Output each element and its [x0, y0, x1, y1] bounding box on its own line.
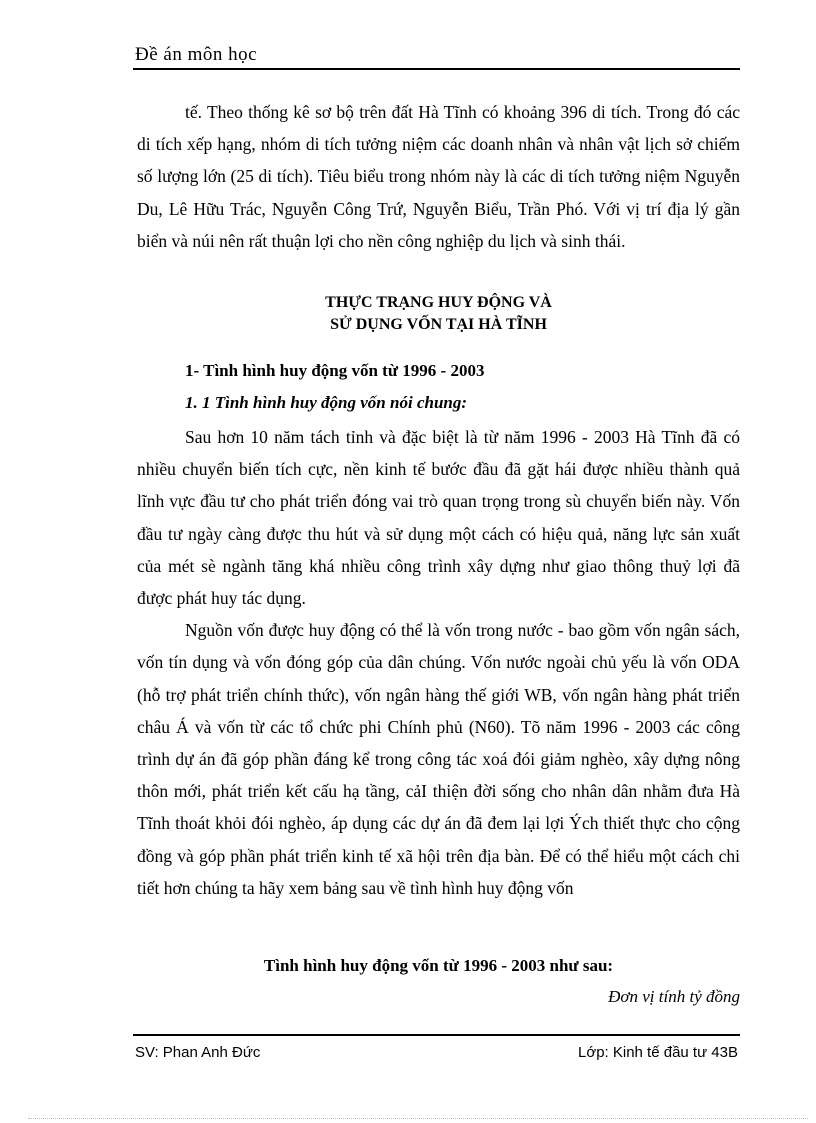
- paragraph-1: Sau hơn 10 năm tách tỉnh và đặc biệt là từ năm 1996 - 2003 Hà Tĩnh đã có nhiều chuyển biến tích cực, nền kinh tế bước đầu đã gặt hái được nhiều thành quả lĩnh vực đầu tư cho phát triển đóng vai trò quan trọng trong sù chuyển biến này. Vốn đầu tư ngày càng được thu hút và sử dụng một cách có hiệu quả, năng lực sản xuất của mét sè ngành tăng khá nhiều công trình xây dựng như giao thông thuỷ lợi đã được phát huy tác dụng.: [137, 427, 740, 609]
- footer-student: SV: Phan Anh Đức: [135, 1044, 261, 1061]
- section-title: [137, 292, 740, 336]
- heading-level1: 1- Tình hình huy động vốn từ 1996 - 2003: [185, 361, 485, 380]
- paragraph-2: Nguồn vốn được huy động có thể là vốn trong nước - bao gồm vốn ngân sách, vốn tín dụng và vốn đóng góp của dân chúng. Vốn nước ngoài chủ yếu là vốn ODA (hỗ trợ phát triển chính thức), vốn ngân hàng thế giới WB, vốn ngân hàng phát triển châu Á và vốn từ các tổ chức phi Chính phủ (N60). Tõ năm 1996 - 2003 các công trình dự án đã góp phần đáng kể trong công tác xoá đói giảm nghèo, xây dựng nông thôn mới, phát triển kết cấu hạ tầng, cảI thiện đời sống cho nhân dân nhằm đưa Hà Tĩnh thoát khỏi đói nghèo, áp dụng các dự án đã đem lại lợi Ých thiết thực cho cộng đồng và góp phần phát triển kinh tế xã hội trên địa bàn. Để có thể hiểu một cách chi tiết hơn chúng ta hãy xem bảng sau về tình hình huy động vốn: [137, 620, 740, 898]
- section-title-line1: THỰC TRẠNG HUY ĐỘNG VÀ: [325, 294, 552, 311]
- page-edge: [28, 1118, 808, 1119]
- intro-paragraph: tế. Theo thống kê sơ bộ trên đất Hà Tĩnh có khoảng 396 di tích. Trong đó các di tích xếp hạng, nhóm di tích tưởng niệm các doanh nhân và nhân vật lịch sở chiếm số lượng lớn (25 di tích). Tiêu biểu trong nhóm này là các di tích tưởng niệm Nguyễn Du, Lê Hữu Trác, Nguyễn Công Trứ, Nguyễn Biểu, Trần Phó. Với vị trí địa lý gần biển và núi nên rất thuận lợi cho nền công nghiệp du lịch và sinh thái.: [137, 102, 740, 251]
- footer-class: Lớp: Kinh tế đầu tư 43B: [578, 1044, 738, 1061]
- main-text: [137, 421, 740, 904]
- heading-level2: 1. 1 Tình hình huy động vốn nói chung:: [185, 393, 468, 412]
- table-title: Tình hình huy động vốn từ 1996 - 2003 như sau:: [263, 956, 614, 975]
- header-divider: [133, 68, 740, 70]
- page-header-title: Đề án môn học: [135, 44, 258, 65]
- unit-note: Đơn vị tính tỷ đồng: [608, 987, 740, 1006]
- section-title-line2: SỬ DỤNG VỐN TẠI HÀ TĨNH: [330, 316, 547, 333]
- intro-text: [137, 96, 740, 257]
- footer-divider: [133, 1034, 740, 1036]
